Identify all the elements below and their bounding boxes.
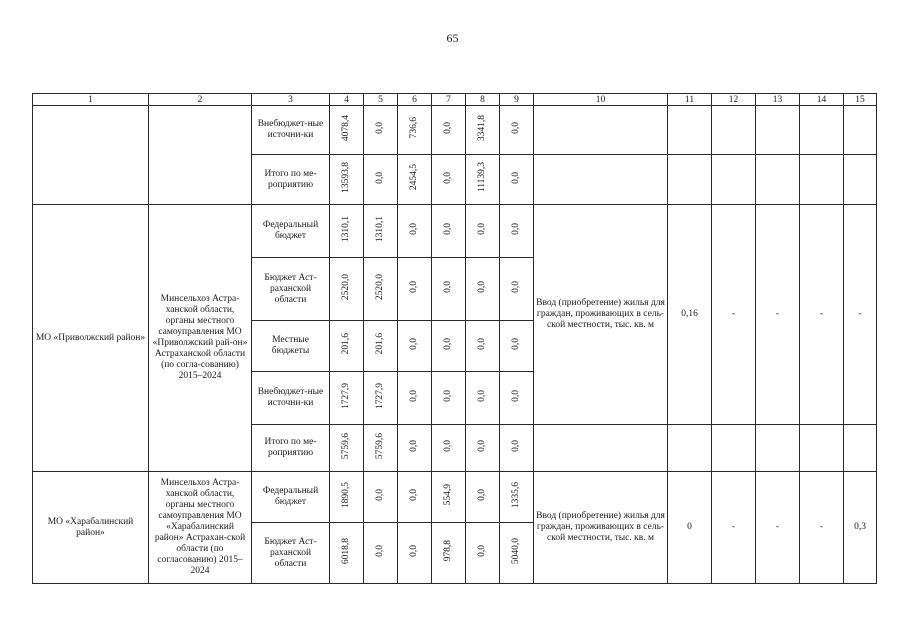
funding-value-cell — [432, 258, 466, 321]
funding-value: 0,0 — [511, 338, 521, 350]
executor-cell: Минсельхоз Астра-ханской области, органы местного самоуправления МО «Приволжский рай-он» Астраханской области (по согла-сованию) 2015–2024 — [149, 205, 252, 472]
funding-value: 11139,3 — [477, 162, 487, 193]
funding-value-cell — [466, 425, 500, 472]
funding-value-cell — [432, 472, 466, 523]
indicator-2017-cell — [756, 425, 800, 472]
indicator-2016-cell — [712, 106, 756, 155]
funding-value: 0,0 — [443, 440, 453, 452]
funding-value: 4078,4 — [341, 114, 351, 142]
program-table — [32, 93, 877, 584]
funding-value: 554,9 — [443, 484, 453, 506]
executor-cell — [149, 106, 252, 205]
funding-source-cell: Федеральный бюджет — [252, 472, 330, 523]
funding-value-cell — [500, 205, 534, 258]
page-number: 65 — [446, 31, 459, 45]
funding-value-cell — [432, 321, 466, 372]
funding-value: 0,0 — [443, 338, 453, 350]
funding-value-cell — [432, 372, 466, 425]
funding-value: 0,0 — [409, 440, 419, 452]
funding-source-cell: Итого по ме-роприятию — [252, 425, 330, 472]
funding-value: 0,0 — [511, 390, 521, 402]
indicator-2017-cell — [756, 106, 800, 155]
column-number-15: 15 — [844, 94, 877, 106]
indicator-2017-cell: - — [756, 205, 800, 425]
municipality-cell — [33, 106, 149, 205]
funding-value: 0,0 — [477, 390, 487, 402]
funding-value: 1890,5 — [341, 481, 351, 509]
funding-value-cell — [398, 106, 432, 155]
funding-value-cell — [500, 106, 534, 155]
executor-cell: Минсельхоз Астра-ханской области, органы местного самоуправления МО «Харабалинский район» Астрахан-ской области (по согласованию) 2015–2024 — [149, 472, 252, 584]
funding-value-cell — [432, 155, 466, 205]
indicator-2017-cell — [756, 155, 800, 205]
column-number-7: 7 — [432, 94, 466, 106]
funding-value: 0,0 — [409, 281, 419, 293]
funding-value-cell — [330, 425, 364, 472]
column-number-14: 14 — [800, 94, 844, 106]
funding-value: 0,0 — [443, 171, 453, 184]
result-cell — [534, 155, 668, 205]
funding-value: 6018,8 — [341, 537, 351, 565]
funding-value-cell — [432, 106, 466, 155]
funding-value: 736,6 — [409, 117, 419, 139]
funding-value-cell — [330, 106, 364, 155]
funding-value: 5759,6 — [375, 432, 385, 460]
funding-value: 0,0 — [477, 489, 487, 501]
indicator-2015-cell — [668, 425, 712, 472]
funding-value: 0,0 — [511, 122, 521, 134]
column-number-1: 1 — [33, 94, 149, 106]
funding-value-cell — [398, 472, 432, 523]
indicator-2018-cell — [800, 155, 844, 205]
column-number-row — [33, 94, 877, 106]
indicator-2018-cell: - — [800, 205, 844, 425]
funding-value-cell — [432, 205, 466, 258]
column-number-11: 11 — [668, 94, 712, 106]
funding-value-cell — [466, 258, 500, 321]
funding-value: 2520,0 — [375, 273, 385, 301]
funding-value: 0,0 — [511, 440, 521, 452]
funding-value-cell — [330, 205, 364, 258]
funding-value-cell — [398, 523, 432, 584]
column-number-5: 5 — [364, 94, 398, 106]
funding-source-cell: Бюджет Аст-раханской области — [252, 258, 330, 321]
funding-value: 201,6 — [341, 333, 351, 355]
funding-source-cell: Внебюджет-ные источни-ки — [252, 372, 330, 425]
funding-value: 1727,9 — [341, 382, 351, 410]
funding-value: 0,0 — [409, 390, 419, 402]
column-number-9: 9 — [500, 94, 534, 106]
funding-value: 0,0 — [409, 489, 419, 501]
funding-value-cell — [330, 321, 364, 372]
funding-value-cell — [466, 106, 500, 155]
funding-value-cell — [466, 155, 500, 205]
funding-value: 1310,1 — [341, 215, 351, 243]
funding-source-cell: Местные бюджеты — [252, 321, 330, 372]
funding-value-cell — [466, 321, 500, 372]
column-number-6: 6 — [398, 94, 432, 106]
result-cell — [534, 106, 668, 155]
indicator-2016-cell: - — [712, 205, 756, 425]
funding-value-cell — [500, 155, 534, 205]
funding-value-cell — [398, 425, 432, 472]
funding-value-cell — [398, 205, 432, 258]
table-row — [33, 205, 877, 258]
funding-value: 0,0 — [477, 223, 487, 235]
funding-value: 0,0 — [511, 281, 521, 293]
funding-value: 0,0 — [375, 545, 385, 557]
funding-value-cell — [364, 106, 398, 155]
funding-value-cell — [330, 472, 364, 523]
municipality-cell: МО «Приволжский район» — [33, 205, 149, 472]
indicator-2016-cell — [712, 155, 756, 205]
indicator-2016-cell — [712, 425, 756, 472]
funding-value: 2454,5 — [409, 164, 419, 191]
funding-value: 1727,9 — [375, 382, 385, 410]
column-number-2: 2 — [149, 94, 252, 106]
funding-value: 1310,1 — [375, 215, 385, 243]
funding-value: 0,0 — [511, 171, 521, 184]
indicator-2015-cell — [668, 155, 712, 205]
funding-value-cell — [364, 425, 398, 472]
funding-value-cell — [466, 372, 500, 425]
funding-value: 5759,6 — [341, 432, 351, 460]
funding-value-cell — [364, 205, 398, 258]
result-cell: Ввод (приобретение) жилья для граждан, проживающих в сель-ской местности, тыс. кв. м — [534, 205, 668, 425]
funding-source-cell: Федеральный бюджет — [252, 205, 330, 258]
funding-value-cell — [364, 321, 398, 372]
result-cell: Ввод (приобретение) жилья для граждан, проживающих в сель-ской местности, тыс. кв. м — [534, 472, 668, 584]
funding-value-cell — [364, 472, 398, 523]
indicator-2019-cell: 0,3 — [844, 472, 877, 584]
funding-value-cell — [500, 425, 534, 472]
indicator-2015-cell: 0,16 — [668, 205, 712, 425]
result-cell — [534, 425, 668, 472]
funding-value: 0,0 — [443, 281, 453, 293]
funding-value: 0,0 — [375, 171, 385, 184]
indicator-2018-cell — [800, 106, 844, 155]
funding-value: 0,0 — [443, 223, 453, 235]
funding-value-cell — [500, 472, 534, 523]
funding-value: 0,0 — [409, 545, 419, 557]
funding-value: 0,0 — [477, 338, 487, 350]
funding-value: 3341,8 — [477, 114, 487, 142]
table-row — [33, 472, 877, 523]
funding-value: 0,0 — [375, 122, 385, 134]
funding-value-cell — [398, 321, 432, 372]
indicator-2015-cell: 0 — [668, 472, 712, 584]
municipality-cell: МО «Харабалинский район» — [33, 472, 149, 584]
funding-value: 0,0 — [443, 122, 453, 134]
funding-value-cell — [330, 372, 364, 425]
indicator-2016-cell: - — [712, 472, 756, 584]
column-number-3: 3 — [252, 94, 330, 106]
funding-value: 0,0 — [477, 440, 487, 452]
indicator-2019-cell: - — [844, 205, 877, 425]
column-number-10: 10 — [534, 94, 668, 106]
funding-value: 978,8 — [443, 540, 453, 562]
funding-value-cell — [466, 523, 500, 584]
funding-source-cell: Внебюджет-ные источни-ки — [252, 106, 330, 155]
funding-value: 0,0 — [409, 338, 419, 350]
funding-value: 5040,0 — [511, 537, 521, 565]
funding-value: 0,0 — [477, 281, 487, 293]
indicator-2019-cell — [844, 155, 877, 205]
column-number-8: 8 — [466, 94, 500, 106]
funding-value-cell — [364, 523, 398, 584]
funding-value: 0,0 — [375, 489, 385, 501]
funding-value-cell — [364, 155, 398, 205]
indicator-2015-cell — [668, 106, 712, 155]
funding-value: 0,0 — [477, 545, 487, 557]
funding-value-cell — [330, 523, 364, 584]
column-number-4: 4 — [330, 94, 364, 106]
funding-value-cell — [364, 372, 398, 425]
funding-source-cell: Итого по ме-роприятию — [252, 155, 330, 205]
funding-value-cell — [500, 321, 534, 372]
indicator-2018-cell — [800, 425, 844, 472]
funding-value: 201,6 — [375, 333, 385, 355]
funding-source-cell: Бюджет Аст-раханской области — [252, 523, 330, 584]
indicator-2017-cell: - — [756, 472, 800, 584]
funding-value: 0,0 — [443, 390, 453, 402]
funding-value-cell — [398, 372, 432, 425]
funding-value: 1335,6 — [511, 481, 521, 509]
funding-value-cell — [466, 472, 500, 523]
funding-value-cell — [364, 258, 398, 321]
funding-value-cell — [500, 372, 534, 425]
indicator-2019-cell — [844, 425, 877, 472]
funding-value-cell — [500, 523, 534, 584]
funding-value-cell — [330, 155, 364, 205]
table-row — [33, 106, 877, 155]
indicator-2018-cell: - — [800, 472, 844, 584]
funding-value-cell — [432, 425, 466, 472]
funding-value-cell — [466, 205, 500, 258]
funding-value-cell — [500, 258, 534, 321]
column-number-13: 13 — [756, 94, 800, 106]
column-number-12: 12 — [712, 94, 756, 106]
funding-value: 13593,8 — [341, 162, 351, 193]
funding-value: 2520,0 — [341, 273, 351, 301]
funding-value-cell — [398, 155, 432, 205]
funding-value: 0,0 — [511, 223, 521, 235]
indicator-2019-cell — [844, 106, 877, 155]
funding-value: 0,0 — [409, 223, 419, 235]
funding-value-cell — [432, 523, 466, 584]
funding-value-cell — [398, 258, 432, 321]
funding-value-cell — [330, 258, 364, 321]
